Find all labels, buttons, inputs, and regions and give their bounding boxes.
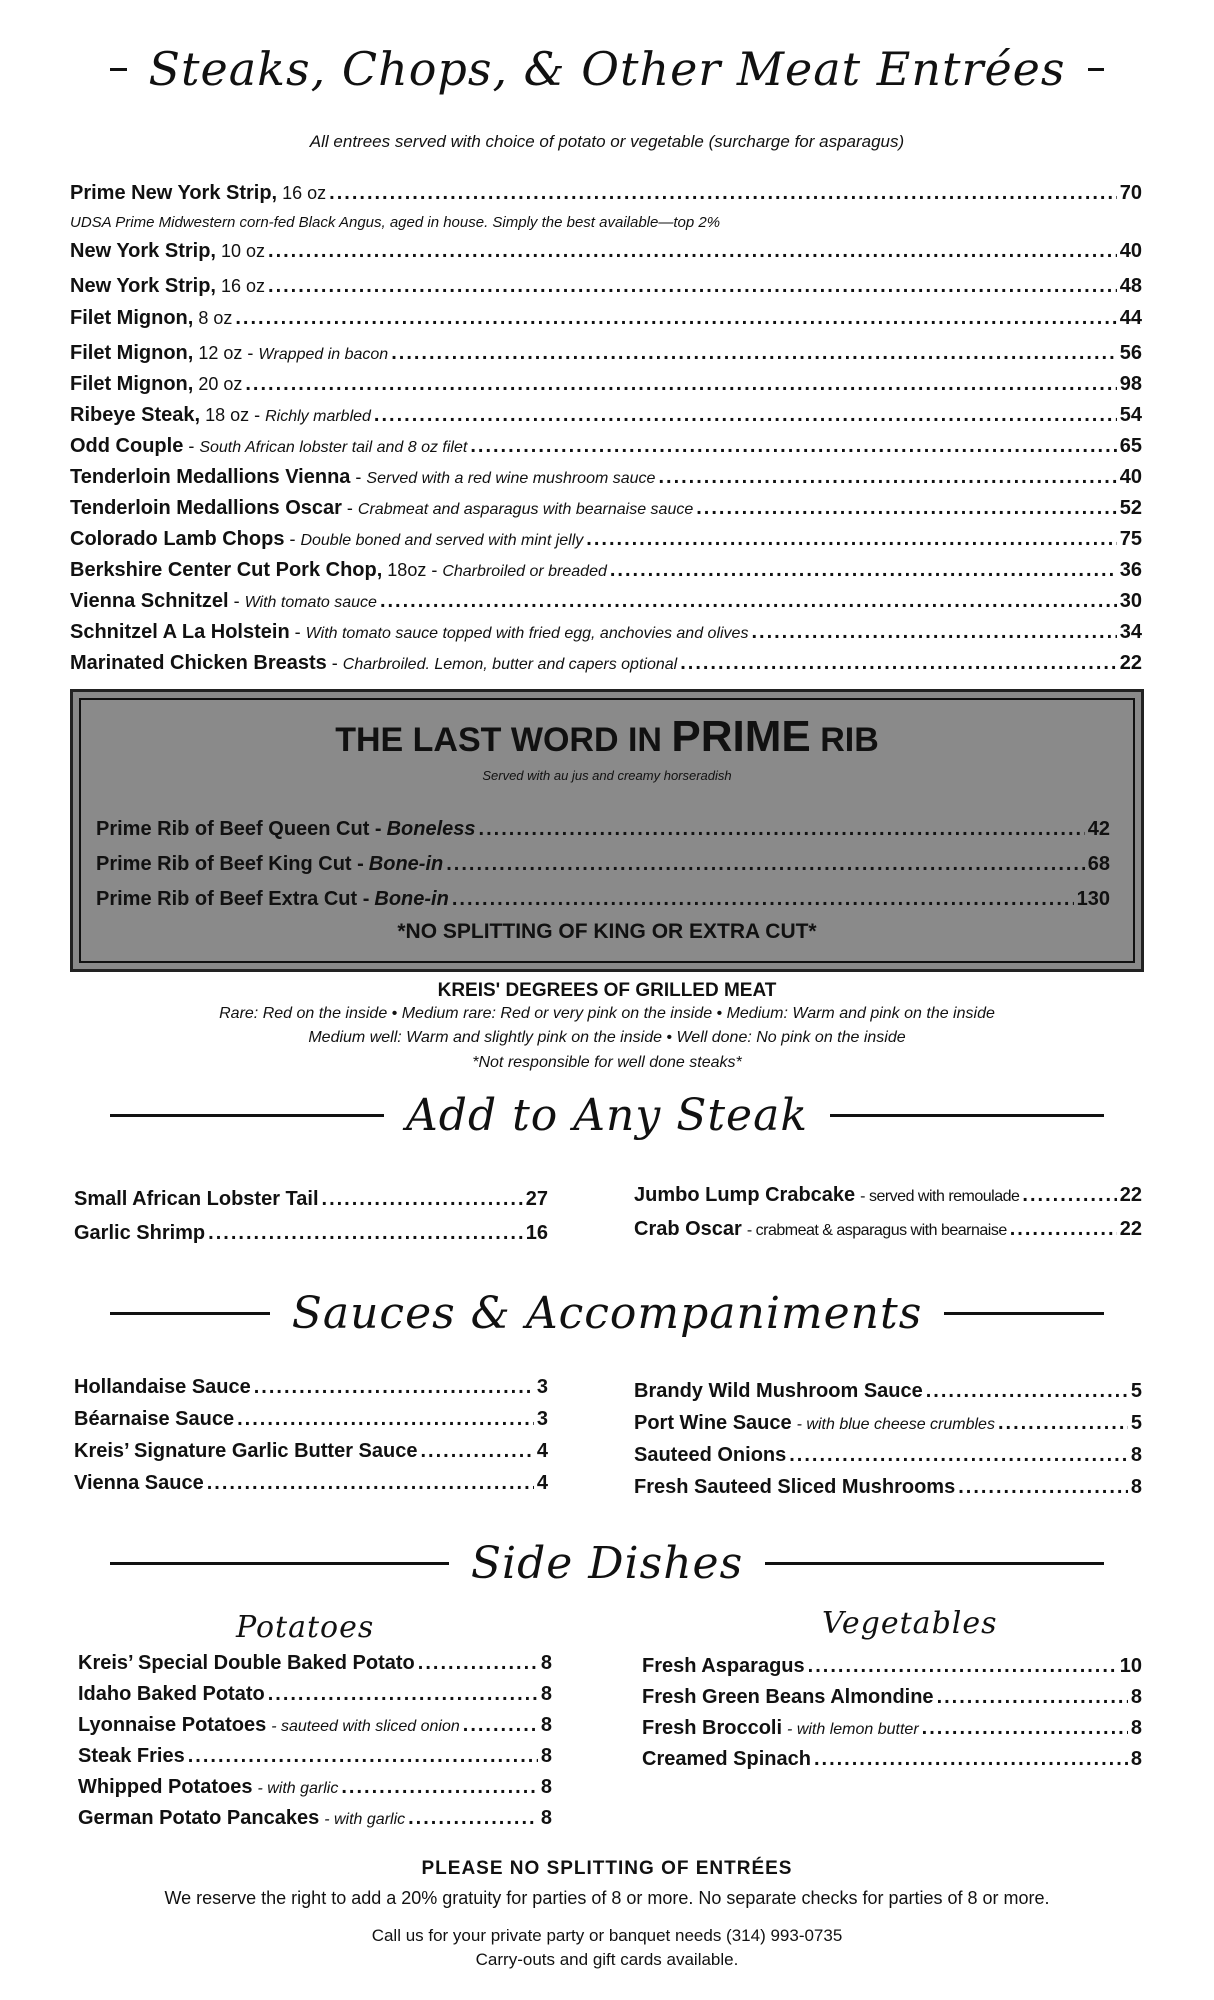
item-desc: - with garlic xyxy=(324,1811,406,1828)
steaks-header xyxy=(110,42,1104,96)
menu-item xyxy=(70,373,1142,396)
leader-dots xyxy=(254,1376,534,1399)
item-name: Béarnaise Sauce xyxy=(74,1408,235,1430)
leader-dots xyxy=(268,240,1117,263)
item-name: Port Wine Sauce xyxy=(634,1412,792,1434)
side-item xyxy=(78,1776,552,1799)
item-price: 8 xyxy=(1130,1444,1142,1466)
item-price: 48 xyxy=(1119,275,1142,297)
item-price: 8 xyxy=(540,1776,552,1798)
gratuity-notice: We reserve the right to add a 20% gratuity for parties of 8 or more. No separate checks for parties of 8 or more. xyxy=(164,1888,1050,1908)
header-rule-right xyxy=(765,1562,1104,1565)
item-desc: Richly marbled xyxy=(265,408,371,425)
side-item xyxy=(78,1745,552,1768)
addon-item xyxy=(74,1222,548,1245)
steaks-note: All entrees served with choice of potato or vegetable (surcharge for asparagus) xyxy=(309,132,905,151)
leader-dots xyxy=(408,1807,538,1830)
item-price: 68 xyxy=(1087,853,1110,875)
item-name: Berkshire Center Cut Pork Chop, xyxy=(70,559,383,581)
prime-rib-title-c: RIB xyxy=(810,721,879,759)
item-price: 65 xyxy=(1119,435,1142,457)
header-rule-left xyxy=(110,68,127,71)
leader-dots xyxy=(463,1714,538,1737)
item-name: Steak Fries xyxy=(78,1745,185,1767)
item-price: 42 xyxy=(1087,818,1110,840)
leader-dots xyxy=(998,1412,1128,1435)
item-price: 4 xyxy=(536,1472,548,1494)
leader-dots xyxy=(479,818,1085,841)
sauces-header xyxy=(110,1288,1104,1339)
item-name: Tenderloin Medallions Vienna xyxy=(70,466,351,488)
leader-dots xyxy=(322,1188,523,1211)
item-name: Kreis’ Signature Garlic Butter Sauce xyxy=(74,1440,418,1462)
addon-item xyxy=(74,1188,548,1211)
side-item xyxy=(642,1748,1142,1771)
leader-dots xyxy=(922,1717,1128,1740)
leader-dots xyxy=(329,182,1117,205)
item-price: 8 xyxy=(1130,1476,1142,1498)
leader-dots xyxy=(374,404,1117,427)
item-price: 8 xyxy=(540,1683,552,1705)
item-name: Hollandaise Sauce xyxy=(74,1376,251,1398)
leader-dots xyxy=(658,466,1116,489)
item-price: 52 xyxy=(1119,497,1142,519)
item-desc: Bone-in xyxy=(368,853,444,875)
item-name: Small African Lobster Tail xyxy=(74,1188,319,1210)
item-desc: - crabmeat & asparagus with bearnaise xyxy=(746,1222,1007,1239)
item-size: - xyxy=(289,529,296,549)
item-price: 8 xyxy=(540,1652,552,1674)
item-price: 5 xyxy=(1130,1412,1142,1434)
menu-item xyxy=(70,621,1142,644)
item-desc: - sauteed with sliced onion xyxy=(271,1718,460,1735)
sauce-item xyxy=(74,1472,548,1495)
item-desc: Served with a red wine mushroom sauce xyxy=(366,470,656,487)
leader-dots xyxy=(789,1444,1128,1467)
addon-item xyxy=(634,1184,1142,1207)
leader-dots xyxy=(680,652,1117,675)
leader-dots xyxy=(341,1776,538,1799)
leader-dots xyxy=(391,342,1117,365)
item-name: Filet Mignon, xyxy=(70,373,194,395)
item-desc: - served with remoulade xyxy=(860,1188,1020,1205)
item-price: 98 xyxy=(1119,373,1142,395)
item-size: 10 oz xyxy=(220,241,266,261)
leader-dots xyxy=(452,888,1074,911)
item-name: New York Strip, xyxy=(70,240,216,262)
item-name: Vienna Schnitzel xyxy=(70,590,229,612)
item-name: Tenderloin Medallions Oscar xyxy=(70,497,342,519)
item-name: Odd Couple xyxy=(70,435,184,457)
item-name: Fresh Broccoli xyxy=(642,1717,783,1739)
item-price: 22 xyxy=(1119,652,1142,674)
item-price: 3 xyxy=(536,1376,548,1398)
header-rule-left xyxy=(110,1114,384,1117)
header-rule-right xyxy=(1088,68,1105,71)
item-price: 40 xyxy=(1119,466,1142,488)
prime-rib-item xyxy=(96,888,1110,911)
header-rule-right xyxy=(830,1114,1104,1117)
side-item xyxy=(78,1652,552,1675)
item-price: 34 xyxy=(1119,621,1142,643)
side-item xyxy=(78,1714,552,1737)
item-desc: With tomato sauce xyxy=(244,594,377,611)
item-desc: Charbroiled. Lemon, butter and capers optional xyxy=(342,656,678,673)
item-name: Prime Rib of Beef King Cut - xyxy=(96,853,364,875)
side-item xyxy=(78,1807,552,1830)
item-price: 8 xyxy=(1130,1686,1142,1708)
header-rule-left xyxy=(110,1312,270,1315)
leader-dots xyxy=(188,1745,538,1768)
item-name: Kreis’ Special Double Baked Potato xyxy=(78,1652,415,1674)
side-item xyxy=(642,1655,1142,1678)
side-item xyxy=(642,1717,1142,1740)
potatoes-title: Potatoes xyxy=(236,1610,375,1645)
item-price: 36 xyxy=(1119,559,1142,581)
item-name: Creamed Spinach xyxy=(642,1748,811,1770)
item-price: 56 xyxy=(1119,342,1142,364)
item-price: 130 xyxy=(1076,888,1110,910)
item-name: Vienna Sauce xyxy=(74,1472,204,1494)
menu-item xyxy=(70,342,1142,365)
item-size: 18 oz - xyxy=(205,405,261,425)
item-price: 8 xyxy=(540,1745,552,1767)
item-price: 8 xyxy=(540,1714,552,1736)
menu-item xyxy=(70,275,1142,298)
menu-item xyxy=(70,497,1142,520)
leader-dots xyxy=(208,1222,523,1245)
leader-dots xyxy=(418,1652,538,1675)
item-name: German Potato Pancakes xyxy=(78,1807,320,1829)
item-desc: Bone-in xyxy=(374,888,449,910)
header-rule-left xyxy=(110,1562,449,1565)
menu-item xyxy=(70,240,1142,263)
leader-dots xyxy=(268,1683,538,1706)
prime-rib-title-prime: PRIME xyxy=(671,712,811,761)
item-price: 10 xyxy=(1119,1655,1142,1677)
item-name: Prime Rib of Beef Extra Cut - xyxy=(96,888,370,910)
item-name: Lyonnaise Potatoes xyxy=(78,1714,267,1736)
sauce-item xyxy=(634,1380,1142,1403)
item-name: Sauteed Onions xyxy=(634,1444,787,1466)
leader-dots xyxy=(245,373,1116,396)
prime-rib-item xyxy=(96,818,1110,841)
item-name: Filet Mignon, xyxy=(70,307,194,329)
leader-dots xyxy=(808,1655,1117,1678)
side-item xyxy=(78,1683,552,1706)
sauce-item xyxy=(74,1440,548,1463)
private-party-notice: Call us for your private party or banquet needs (314) 993-0735 xyxy=(371,1926,843,1945)
degrees-line-2: Medium well: Warm and slightly pink on the inside • Well done: No pink on the inside xyxy=(308,1029,906,1046)
item-price: 70 xyxy=(1119,182,1142,204)
menu-item xyxy=(70,182,1142,205)
menu-item xyxy=(70,435,1142,458)
header-rule-right xyxy=(944,1312,1104,1315)
item-name: Filet Mignon, xyxy=(70,342,194,364)
item-size: 16 oz xyxy=(282,183,327,203)
item-name: Crab Oscar xyxy=(634,1218,742,1240)
menu-item xyxy=(70,404,1142,427)
sides-header xyxy=(110,1538,1104,1589)
item-name: Whipped Potatoes xyxy=(78,1776,253,1798)
leader-dots xyxy=(958,1476,1128,1499)
item-name: Idaho Baked Potato xyxy=(78,1683,265,1705)
item-size: 20 oz xyxy=(198,374,243,394)
degrees-title: KREIS' DEGREES OF GRILLED MEAT xyxy=(437,980,777,1001)
steaks-title: Steaks, Chops, & Other Meat Entrées xyxy=(148,42,1066,96)
prime-rib-title-a: THE LAST WORD IN xyxy=(335,721,672,759)
item-name: Schnitzel A La Holstein xyxy=(70,621,290,643)
item-price: 44 xyxy=(1119,307,1142,329)
item-size: - xyxy=(346,498,353,518)
leader-dots xyxy=(470,435,1116,458)
item-price: 22 xyxy=(1119,1184,1142,1206)
prime-rib-item xyxy=(96,853,1110,876)
leader-dots xyxy=(207,1472,534,1495)
leader-dots xyxy=(1010,1218,1117,1241)
leader-dots xyxy=(380,590,1117,613)
item-name: Garlic Shrimp xyxy=(74,1222,206,1244)
item-price: 4 xyxy=(536,1440,548,1462)
item-price: 8 xyxy=(1130,1748,1142,1770)
leader-dots xyxy=(237,1408,534,1431)
item-desc: South African lobster tail and 8 oz filet xyxy=(199,439,468,456)
leader-dots xyxy=(696,497,1117,520)
item-name: Marinated Chicken Breasts xyxy=(70,652,327,674)
leader-dots xyxy=(926,1380,1128,1403)
item-price: 8 xyxy=(1130,1717,1142,1739)
leader-dots xyxy=(235,307,1116,330)
menu-item xyxy=(70,590,1142,613)
item-name: Brandy Wild Mushroom Sauce xyxy=(634,1380,923,1402)
item-size: - xyxy=(355,467,362,487)
item-price: 75 xyxy=(1119,528,1142,550)
item-desc: Boneless xyxy=(386,818,476,840)
item-desc: - with garlic xyxy=(257,1780,339,1797)
leader-dots xyxy=(937,1686,1128,1709)
item-name: Colorado Lamb Chops xyxy=(70,528,285,550)
add-to-steak-header xyxy=(110,1090,1104,1141)
item-price: 40 xyxy=(1119,240,1142,262)
item-size: 16 oz xyxy=(220,276,266,296)
item-size: 8 oz xyxy=(198,308,233,328)
sauce-item xyxy=(634,1476,1142,1499)
prime-rib-title xyxy=(0,712,1214,762)
item-price: 30 xyxy=(1119,590,1142,612)
leader-dots xyxy=(751,621,1116,644)
leader-dots xyxy=(446,853,1085,876)
prime-rib-subtitle: Served with au jus and creamy horseradish xyxy=(482,768,732,783)
item-name: Prime Rib of Beef Queen Cut - xyxy=(96,818,382,840)
sauce-item xyxy=(634,1444,1142,1467)
carry-out-notice: Carry-outs and gift cards available. xyxy=(475,1950,739,1969)
sides-title: Side Dishes xyxy=(470,1538,744,1589)
sauces-title: Sauces & Accompaniments xyxy=(291,1288,923,1339)
degrees-line-1: Rare: Red on the inside • Medium rare: Red or very pink on the inside • Medium: Warm and pink on the inside xyxy=(219,1005,995,1022)
addon-item xyxy=(634,1218,1142,1241)
item-size: - xyxy=(233,591,240,611)
item-desc: Charbroiled or breaded xyxy=(442,563,607,580)
item-price: 54 xyxy=(1119,404,1142,426)
item-price: 22 xyxy=(1119,1218,1142,1240)
prime-rib-warning: *NO SPLITTING OF KING OR EXTRA CUT* xyxy=(397,920,817,943)
item-name: Jumbo Lump Crabcake xyxy=(634,1184,856,1206)
add-to-steak-title: Add to Any Steak xyxy=(406,1090,808,1141)
menu-item xyxy=(70,559,1142,582)
item-name: Prime New York Strip, xyxy=(70,182,278,204)
side-item xyxy=(642,1686,1142,1709)
item-desc: Wrapped in bacon xyxy=(258,346,389,363)
item-size: - xyxy=(331,653,338,673)
leader-dots xyxy=(268,275,1117,298)
item-desc: With tomato sauce topped with fried egg, anchovies and olives xyxy=(305,625,749,642)
item-size: 12 oz - xyxy=(198,343,254,363)
sauce-item xyxy=(74,1408,548,1431)
item-size: 18oz - xyxy=(387,560,438,580)
item-price: 16 xyxy=(525,1222,548,1244)
leader-dots xyxy=(420,1440,533,1463)
item-size: - xyxy=(188,436,195,456)
prime-strip-note: UDSA Prime Midwestern corn-fed Black Angus, aged in house. Simply the best available—top 2% xyxy=(70,214,721,231)
menu-item xyxy=(70,307,1142,330)
leader-dots xyxy=(814,1748,1128,1771)
item-name: Fresh Green Beans Almondine xyxy=(642,1686,934,1708)
item-size: - xyxy=(294,622,301,642)
item-price: 3 xyxy=(536,1408,548,1430)
item-desc: Double boned and served with mint jelly xyxy=(300,532,584,549)
degrees-line-3: *Not responsible for well done steaks* xyxy=(472,1054,742,1071)
item-price: 8 xyxy=(540,1807,552,1829)
no-splitting-notice: PLEASE NO SPLITTING OF ENTRÉES xyxy=(421,1858,793,1879)
leader-dots xyxy=(610,559,1117,582)
item-desc: - with blue cheese crumbles xyxy=(796,1416,995,1433)
item-name: Fresh Asparagus xyxy=(642,1655,805,1677)
menu-item xyxy=(70,466,1142,489)
menu-item xyxy=(70,652,1142,675)
item-desc: Crabmeat and asparagus with bearnaise sauce xyxy=(357,501,694,518)
menu-item xyxy=(70,528,1142,551)
item-desc: - with lemon butter xyxy=(787,1721,919,1738)
leader-dots xyxy=(586,528,1116,551)
vegetables-title: Vegetables xyxy=(822,1606,998,1641)
item-price: 27 xyxy=(525,1188,548,1210)
sauce-item xyxy=(634,1412,1142,1435)
leader-dots xyxy=(1022,1184,1116,1207)
item-name: Fresh Sauteed Sliced Mushrooms xyxy=(634,1476,956,1498)
item-price: 5 xyxy=(1130,1380,1142,1402)
item-name: New York Strip, xyxy=(70,275,216,297)
sauce-item xyxy=(74,1376,548,1399)
item-name: Ribeye Steak, xyxy=(70,404,201,426)
